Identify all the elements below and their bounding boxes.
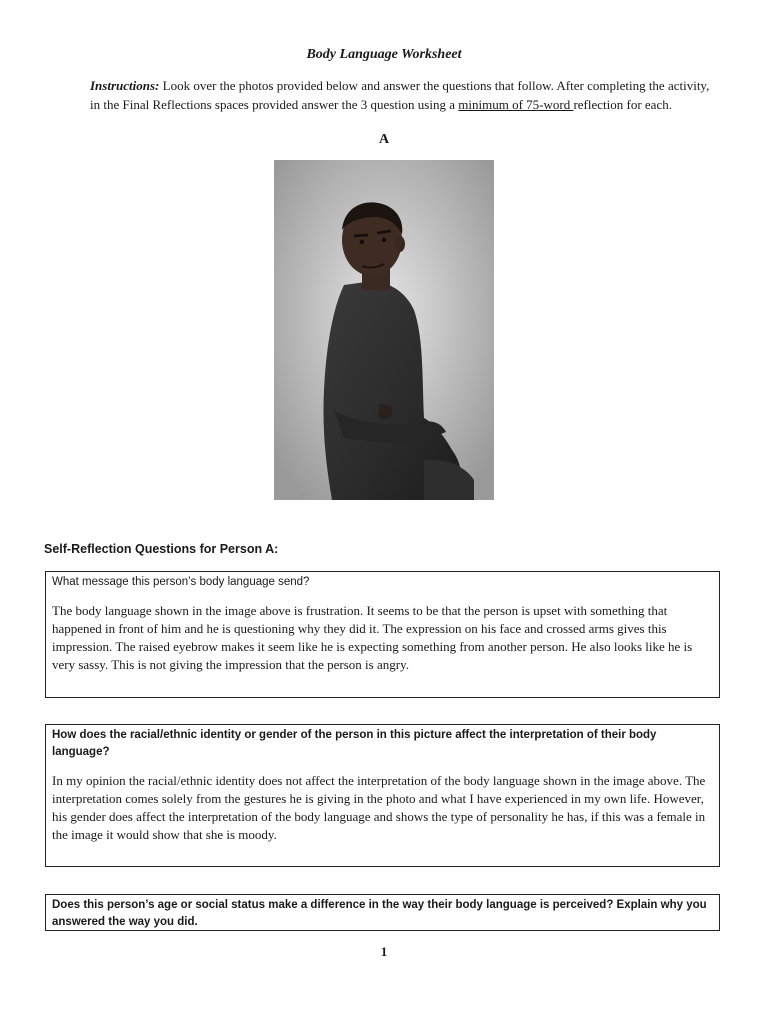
answer-text: In my opinion the racial/ethnic identity does not affect the interpretation of the body language shown in the image above. The interpretation comes solely from the gestures he is giving in the photo and what I have experienced in my own life. However, his gender does affect the interpretation of the body language and shows the type of personality he has, if this was a female in the image it would show that she is moody.: [52, 773, 706, 842]
instructions-text-end: reflection for each.: [573, 97, 672, 112]
instructions: [90, 76, 712, 114]
photo-label: A: [378, 132, 390, 147]
question-text: How does the racial/ethnic identity or gender of the person in this picture affect the interpretation of their body language?: [52, 729, 657, 758]
question-text: What message this person’s body language send?: [52, 576, 310, 588]
question-text: Does this person’s age or social status make a difference in the way their body language is perceived? Explain why you answered the way you did.: [52, 899, 707, 928]
section-heading: Self-Reflection Questions for Person A:: [44, 542, 279, 556]
instructions-text: Look over the photos provided below and answer the questions that follow. After completing the activity, in the Final Reflections spaces provided answer the 3 question using a: [90, 78, 710, 112]
instructions-underlined: minimum of 75-word: [458, 97, 574, 112]
instructions-lead: Instructions:: [90, 78, 160, 93]
page-number: 1: [380, 944, 388, 959]
question-box-3: [45, 894, 720, 931]
question-box-2: [45, 724, 720, 867]
worksheet-title: Body Language Worksheet: [306, 47, 462, 62]
person-a-photo: [274, 160, 494, 500]
question-box-1: [45, 571, 720, 698]
answer-text: The body language shown in the image above is frustration. It seems to be that the person is upset with something that happened in front of him and he is questioning why they did it. The expression on his face and crossed arms gives this impression. The raised eyebrow makes it seem like he is expecting something from another person. He also looks like he is very sassy. This is not giving the impression that the person is angry.: [52, 603, 693, 672]
